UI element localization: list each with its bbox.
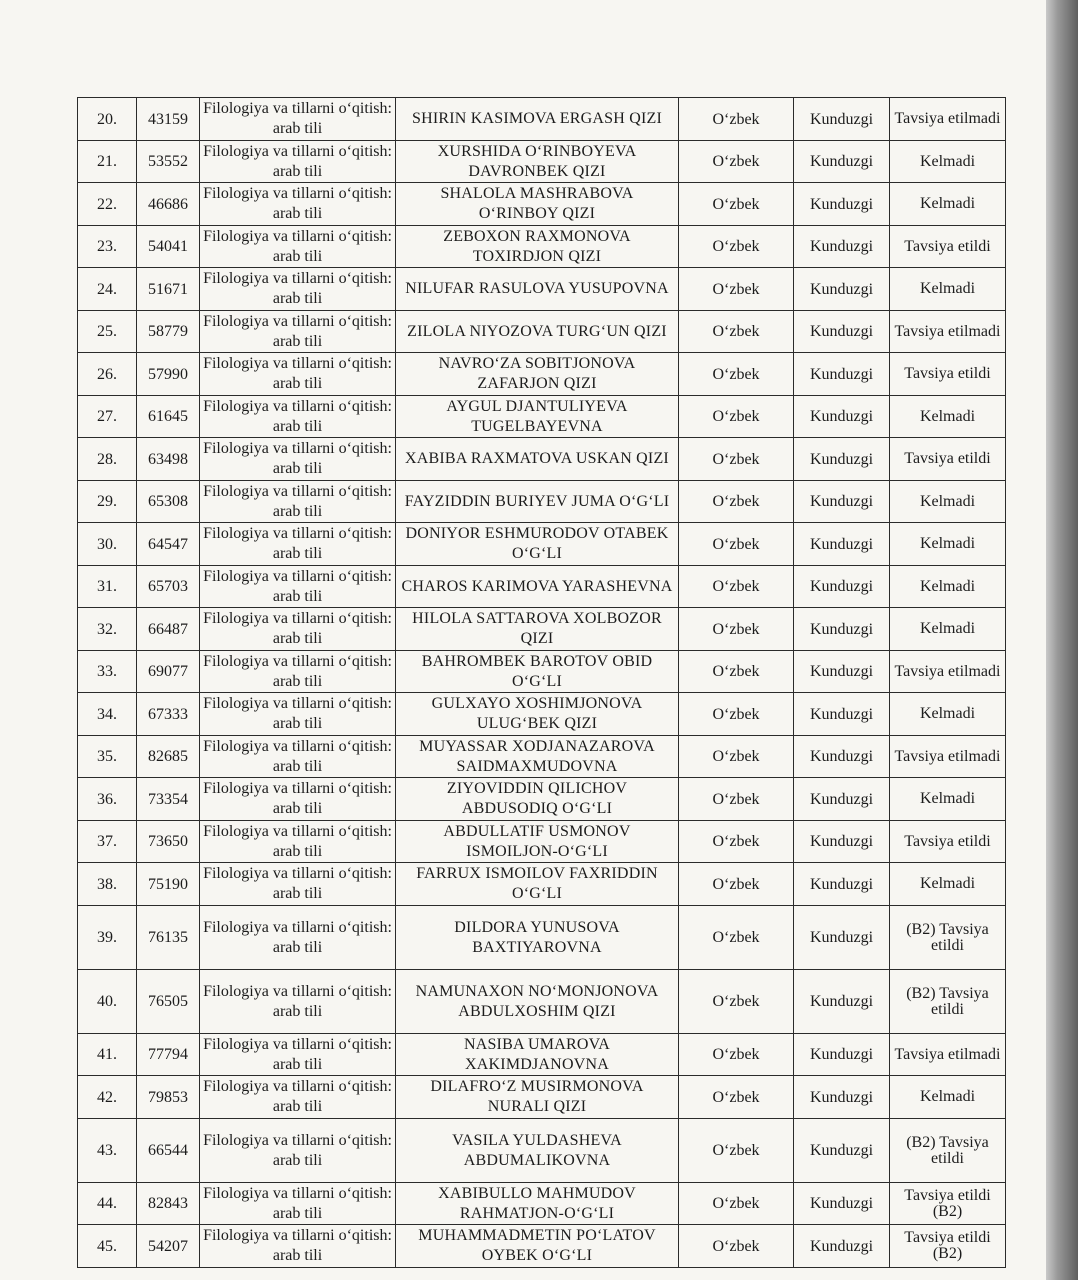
result-status: (B2) Tavsiya etildi bbox=[890, 906, 1006, 970]
specialty: Filologiya va tillarni o‘qitish: arab tili bbox=[200, 98, 396, 141]
table-row bbox=[78, 268, 1006, 311]
table-row bbox=[78, 183, 1006, 226]
applicant-name: HILOLA SATTAROVA XOLBOZOR QIZI bbox=[396, 608, 679, 651]
study-form: Kunduzgi bbox=[794, 736, 890, 778]
specialty: Filologiya va tillarni o‘qitish: arab tili bbox=[200, 1183, 396, 1225]
language: O‘zbek bbox=[679, 438, 794, 481]
study-form: Kunduzgi bbox=[794, 353, 890, 396]
applicant-name: XABIBA RAXMATOVA USKAN QIZI bbox=[396, 438, 679, 481]
specialty: Filologiya va tillarni o‘qitish: arab tili bbox=[200, 1119, 396, 1183]
table-body bbox=[78, 98, 1006, 1268]
table-row bbox=[78, 608, 1006, 651]
result-status: Tavsiya etildi bbox=[890, 821, 1006, 863]
applicant-name: ABDULLATIF USMONOV ISMOILJON-O‘G‘LI bbox=[396, 821, 679, 863]
table-row bbox=[78, 693, 1006, 736]
study-form: Kunduzgi bbox=[794, 778, 890, 821]
row-number: 40. bbox=[78, 970, 137, 1034]
language: O‘zbek bbox=[679, 651, 794, 693]
row-number: 36. bbox=[78, 778, 137, 821]
row-number: 32. bbox=[78, 608, 137, 651]
study-form: Kunduzgi bbox=[794, 183, 890, 226]
row-number: 29. bbox=[78, 481, 137, 523]
language: O‘zbek bbox=[679, 906, 794, 970]
row-number: 45. bbox=[78, 1225, 137, 1268]
table-row bbox=[78, 906, 1006, 970]
study-form: Kunduzgi bbox=[794, 651, 890, 693]
applicant-id: 82843 bbox=[137, 1183, 200, 1225]
applicant-id: 43159 bbox=[137, 98, 200, 141]
language: O‘zbek bbox=[679, 693, 794, 736]
applicant-id: 76135 bbox=[137, 906, 200, 970]
row-number: 24. bbox=[78, 268, 137, 311]
language: O‘zbek bbox=[679, 141, 794, 183]
result-status: (B2) Tavsiya etildi bbox=[890, 970, 1006, 1034]
result-status: Kelmadi bbox=[890, 693, 1006, 736]
applicant-id: 82685 bbox=[137, 736, 200, 778]
study-form: Kunduzgi bbox=[794, 268, 890, 311]
table-row bbox=[78, 311, 1006, 353]
table-row bbox=[78, 481, 1006, 523]
row-number: 21. bbox=[78, 141, 137, 183]
result-status: Tavsiya etilmadi bbox=[890, 98, 1006, 141]
language: O‘zbek bbox=[679, 863, 794, 906]
applicant-name: VASILA YULDASHEVA ABDUMALIKOVNA bbox=[396, 1119, 679, 1183]
table-row bbox=[78, 1183, 1006, 1225]
study-form: Kunduzgi bbox=[794, 438, 890, 481]
result-status: Kelmadi bbox=[890, 523, 1006, 566]
language: O‘zbek bbox=[679, 353, 794, 396]
applicant-name: MUYASSAR XODJANAZAROVA SAIDMAXMUDOVNA bbox=[396, 736, 679, 778]
row-number: 35. bbox=[78, 736, 137, 778]
applicant-id: 77794 bbox=[137, 1034, 200, 1076]
table-row bbox=[78, 1225, 1006, 1268]
row-number: 38. bbox=[78, 863, 137, 906]
applicant-name: AYGUL DJANTULIYEVA TUGELBAYEVNA bbox=[396, 396, 679, 438]
applicant-id: 46686 bbox=[137, 183, 200, 226]
applicant-id: 76505 bbox=[137, 970, 200, 1034]
applicant-name: CHAROS KARIMOVA YARASHEVNA bbox=[396, 566, 679, 608]
table-row bbox=[78, 1034, 1006, 1076]
row-number: 44. bbox=[78, 1183, 137, 1225]
applicant-id: 66544 bbox=[137, 1119, 200, 1183]
language: O‘zbek bbox=[679, 1225, 794, 1268]
table-row bbox=[78, 736, 1006, 778]
result-status: Tavsiya etildi bbox=[890, 438, 1006, 481]
study-form: Kunduzgi bbox=[794, 311, 890, 353]
applicant-id: 75190 bbox=[137, 863, 200, 906]
specialty: Filologiya va tillarni o‘qitish: arab tili bbox=[200, 566, 396, 608]
row-number: 20. bbox=[78, 98, 137, 141]
applicant-name: FAYZIDDIN BURIYEV JUMA O‘G‘LI bbox=[396, 481, 679, 523]
table-row bbox=[78, 821, 1006, 863]
study-form: Kunduzgi bbox=[794, 226, 890, 268]
row-number: 39. bbox=[78, 906, 137, 970]
study-form: Kunduzgi bbox=[794, 98, 890, 141]
applicant-name: SHIRIN KASIMOVA ERGASH QIZI bbox=[396, 98, 679, 141]
table-row bbox=[78, 353, 1006, 396]
result-status: Kelmadi bbox=[890, 863, 1006, 906]
specialty: Filologiya va tillarni o‘qitish: arab tili bbox=[200, 1034, 396, 1076]
applicant-name: GULXAYO XOSHIMJONOVA ULUG‘BEK QIZI bbox=[396, 693, 679, 736]
language: O‘zbek bbox=[679, 1119, 794, 1183]
applicant-id: 79853 bbox=[137, 1076, 200, 1119]
study-form: Kunduzgi bbox=[794, 970, 890, 1034]
specialty: Filologiya va tillarni o‘qitish: arab tili bbox=[200, 1225, 396, 1268]
row-number: 33. bbox=[78, 651, 137, 693]
language: O‘zbek bbox=[679, 970, 794, 1034]
applicant-id: 73354 bbox=[137, 778, 200, 821]
language: O‘zbek bbox=[679, 268, 794, 311]
language: O‘zbek bbox=[679, 311, 794, 353]
study-form: Kunduzgi bbox=[794, 1225, 890, 1268]
applicant-id: 54207 bbox=[137, 1225, 200, 1268]
table-row bbox=[78, 970, 1006, 1034]
result-status: Tavsiya etilmadi bbox=[890, 651, 1006, 693]
study-form: Kunduzgi bbox=[794, 141, 890, 183]
applicant-id: 66487 bbox=[137, 608, 200, 651]
applicant-name: ZEBOXON RAXMONOVA TOXIRDJON QIZI bbox=[396, 226, 679, 268]
applicant-name: ZILOLA NIYOZOVA TURG‘UN QIZI bbox=[396, 311, 679, 353]
applicant-name: MUHAMMADMETIN PO‘LATOV OYBEK O‘G‘LI bbox=[396, 1225, 679, 1268]
table-row bbox=[78, 226, 1006, 268]
result-status: Kelmadi bbox=[890, 183, 1006, 226]
row-number: 27. bbox=[78, 396, 137, 438]
applicant-id: 65308 bbox=[137, 481, 200, 523]
result-status: Kelmadi bbox=[890, 1076, 1006, 1119]
specialty: Filologiya va tillarni o‘qitish: arab tili bbox=[200, 438, 396, 481]
specialty: Filologiya va tillarni o‘qitish: arab tili bbox=[200, 226, 396, 268]
applicant-id: 64547 bbox=[137, 523, 200, 566]
study-form: Kunduzgi bbox=[794, 1119, 890, 1183]
row-number: 23. bbox=[78, 226, 137, 268]
applicant-id: 51671 bbox=[137, 268, 200, 311]
applicant-id: 67333 bbox=[137, 693, 200, 736]
row-number: 42. bbox=[78, 1076, 137, 1119]
row-number: 43. bbox=[78, 1119, 137, 1183]
specialty: Filologiya va tillarni o‘qitish: arab tili bbox=[200, 396, 396, 438]
applicant-name: FARRUX ISMOILOV FAXRIDDIN O‘G‘LI bbox=[396, 863, 679, 906]
row-number: 41. bbox=[78, 1034, 137, 1076]
study-form: Kunduzgi bbox=[794, 821, 890, 863]
result-status: Tavsiya etilmadi bbox=[890, 1034, 1006, 1076]
applicant-name: XURSHIDA O‘RINBOYEVA DAVRONBEK QIZI bbox=[396, 141, 679, 183]
applicant-name: BAHROMBEK BAROTOV OBID O‘G‘LI bbox=[396, 651, 679, 693]
applicant-name: XABIBULLO MAHMUDOV RAHMATJON-O‘G‘LI bbox=[396, 1183, 679, 1225]
language: O‘zbek bbox=[679, 396, 794, 438]
specialty: Filologiya va tillarni o‘qitish: arab tili bbox=[200, 970, 396, 1034]
result-status: Kelmadi bbox=[890, 778, 1006, 821]
language: O‘zbek bbox=[679, 523, 794, 566]
result-status: Kelmadi bbox=[890, 396, 1006, 438]
row-number: 31. bbox=[78, 566, 137, 608]
specialty: Filologiya va tillarni o‘qitish: arab tili bbox=[200, 693, 396, 736]
study-form: Kunduzgi bbox=[794, 1034, 890, 1076]
specialty: Filologiya va tillarni o‘qitish: arab tili bbox=[200, 311, 396, 353]
row-number: 37. bbox=[78, 821, 137, 863]
table-row bbox=[78, 1076, 1006, 1119]
applicant-name: DONIYOR ESHMURODOV OTABEK O‘G‘LI bbox=[396, 523, 679, 566]
specialty: Filologiya va tillarni o‘qitish: arab tili bbox=[200, 481, 396, 523]
language: O‘zbek bbox=[679, 481, 794, 523]
table-row bbox=[78, 863, 1006, 906]
study-form: Kunduzgi bbox=[794, 1076, 890, 1119]
applicant-id: 69077 bbox=[137, 651, 200, 693]
applicant-name: NAMUNAXON NO‘MONJONOVA ABDULXOSHIM QIZI bbox=[396, 970, 679, 1034]
table-row bbox=[78, 98, 1006, 141]
language: O‘zbek bbox=[679, 1183, 794, 1225]
study-form: Kunduzgi bbox=[794, 523, 890, 566]
row-number: 22. bbox=[78, 183, 137, 226]
applicant-name: ZIYOVIDDIN QILICHOV ABDUSODIQ O‘G‘LI bbox=[396, 778, 679, 821]
applicant-name: NASIBA UMAROVA XAKIMDJANOVNA bbox=[396, 1034, 679, 1076]
language: O‘zbek bbox=[679, 226, 794, 268]
specialty: Filologiya va tillarni o‘qitish: arab tili bbox=[200, 778, 396, 821]
applicant-id: 57990 bbox=[137, 353, 200, 396]
applicant-id: 65703 bbox=[137, 566, 200, 608]
row-number: 28. bbox=[78, 438, 137, 481]
language: O‘zbek bbox=[679, 566, 794, 608]
specialty: Filologiya va tillarni o‘qitish: arab tili bbox=[200, 141, 396, 183]
result-status: Tavsiya etildi bbox=[890, 353, 1006, 396]
result-status: Tavsiya etilmadi bbox=[890, 736, 1006, 778]
scan-edge bbox=[1046, 0, 1078, 1280]
table-row bbox=[78, 566, 1006, 608]
study-form: Kunduzgi bbox=[794, 481, 890, 523]
specialty: Filologiya va tillarni o‘qitish: arab tili bbox=[200, 353, 396, 396]
result-status: Kelmadi bbox=[890, 481, 1006, 523]
table-row bbox=[78, 141, 1006, 183]
study-form: Kunduzgi bbox=[794, 396, 890, 438]
language: O‘zbek bbox=[679, 778, 794, 821]
applicant-id: 58779 bbox=[137, 311, 200, 353]
results-table bbox=[77, 97, 1006, 1268]
language: O‘zbek bbox=[679, 98, 794, 141]
applicant-id: 63498 bbox=[137, 438, 200, 481]
language: O‘zbek bbox=[679, 1076, 794, 1119]
applicant-id: 61645 bbox=[137, 396, 200, 438]
result-status: (B2) Tavsiya etildi bbox=[890, 1119, 1006, 1183]
applicant-name: SHALOLA MASHRABOVA O‘RINBOY QIZI bbox=[396, 183, 679, 226]
table-row bbox=[78, 1119, 1006, 1183]
specialty: Filologiya va tillarni o‘qitish: arab tili bbox=[200, 736, 396, 778]
applicant-name: DILAFRO‘Z MUSIRMONOVA NURALI QIZI bbox=[396, 1076, 679, 1119]
language: O‘zbek bbox=[679, 821, 794, 863]
result-status: Kelmadi bbox=[890, 268, 1006, 311]
row-number: 34. bbox=[78, 693, 137, 736]
specialty: Filologiya va tillarni o‘qitish: arab tili bbox=[200, 523, 396, 566]
specialty: Filologiya va tillarni o‘qitish: arab tili bbox=[200, 863, 396, 906]
result-status: Kelmadi bbox=[890, 608, 1006, 651]
row-number: 26. bbox=[78, 353, 137, 396]
specialty: Filologiya va tillarni o‘qitish: arab tili bbox=[200, 608, 396, 651]
specialty: Filologiya va tillarni o‘qitish: arab tili bbox=[200, 268, 396, 311]
specialty: Filologiya va tillarni o‘qitish: arab tili bbox=[200, 821, 396, 863]
applicant-name: NILUFAR RASULOVA YUSUPOVNA bbox=[396, 268, 679, 311]
study-form: Kunduzgi bbox=[794, 608, 890, 651]
study-form: Kunduzgi bbox=[794, 566, 890, 608]
table-row bbox=[78, 651, 1006, 693]
specialty: Filologiya va tillarni o‘qitish: arab tili bbox=[200, 651, 396, 693]
applicant-id: 54041 bbox=[137, 226, 200, 268]
study-form: Kunduzgi bbox=[794, 863, 890, 906]
result-status: Tavsiya etilmadi bbox=[890, 311, 1006, 353]
specialty: Filologiya va tillarni o‘qitish: arab tili bbox=[200, 1076, 396, 1119]
result-status: Kelmadi bbox=[890, 566, 1006, 608]
applicant-name: NAVRO‘ZA SOBITJONOVA ZAFARJON QIZI bbox=[396, 353, 679, 396]
specialty: Filologiya va tillarni o‘qitish: arab tili bbox=[200, 906, 396, 970]
table-row bbox=[78, 523, 1006, 566]
specialty: Filologiya va tillarni o‘qitish: arab tili bbox=[200, 183, 396, 226]
result-status: Tavsiya etildi (B2) bbox=[890, 1183, 1006, 1225]
table-row bbox=[78, 438, 1006, 481]
language: O‘zbek bbox=[679, 1034, 794, 1076]
applicant-name: DILDORA YUNUSOVA BAXTIYAROVNA bbox=[396, 906, 679, 970]
language: O‘zbek bbox=[679, 736, 794, 778]
language: O‘zbek bbox=[679, 183, 794, 226]
result-status: Kelmadi bbox=[890, 141, 1006, 183]
study-form: Kunduzgi bbox=[794, 693, 890, 736]
row-number: 25. bbox=[78, 311, 137, 353]
language: O‘zbek bbox=[679, 608, 794, 651]
table-row bbox=[78, 778, 1006, 821]
study-form: Kunduzgi bbox=[794, 906, 890, 970]
result-status: Tavsiya etildi (B2) bbox=[890, 1225, 1006, 1268]
result-status: Tavsiya etildi bbox=[890, 226, 1006, 268]
table-row bbox=[78, 396, 1006, 438]
study-form: Kunduzgi bbox=[794, 1183, 890, 1225]
applicant-id: 73650 bbox=[137, 821, 200, 863]
applicant-id: 53552 bbox=[137, 141, 200, 183]
row-number: 30. bbox=[78, 523, 137, 566]
